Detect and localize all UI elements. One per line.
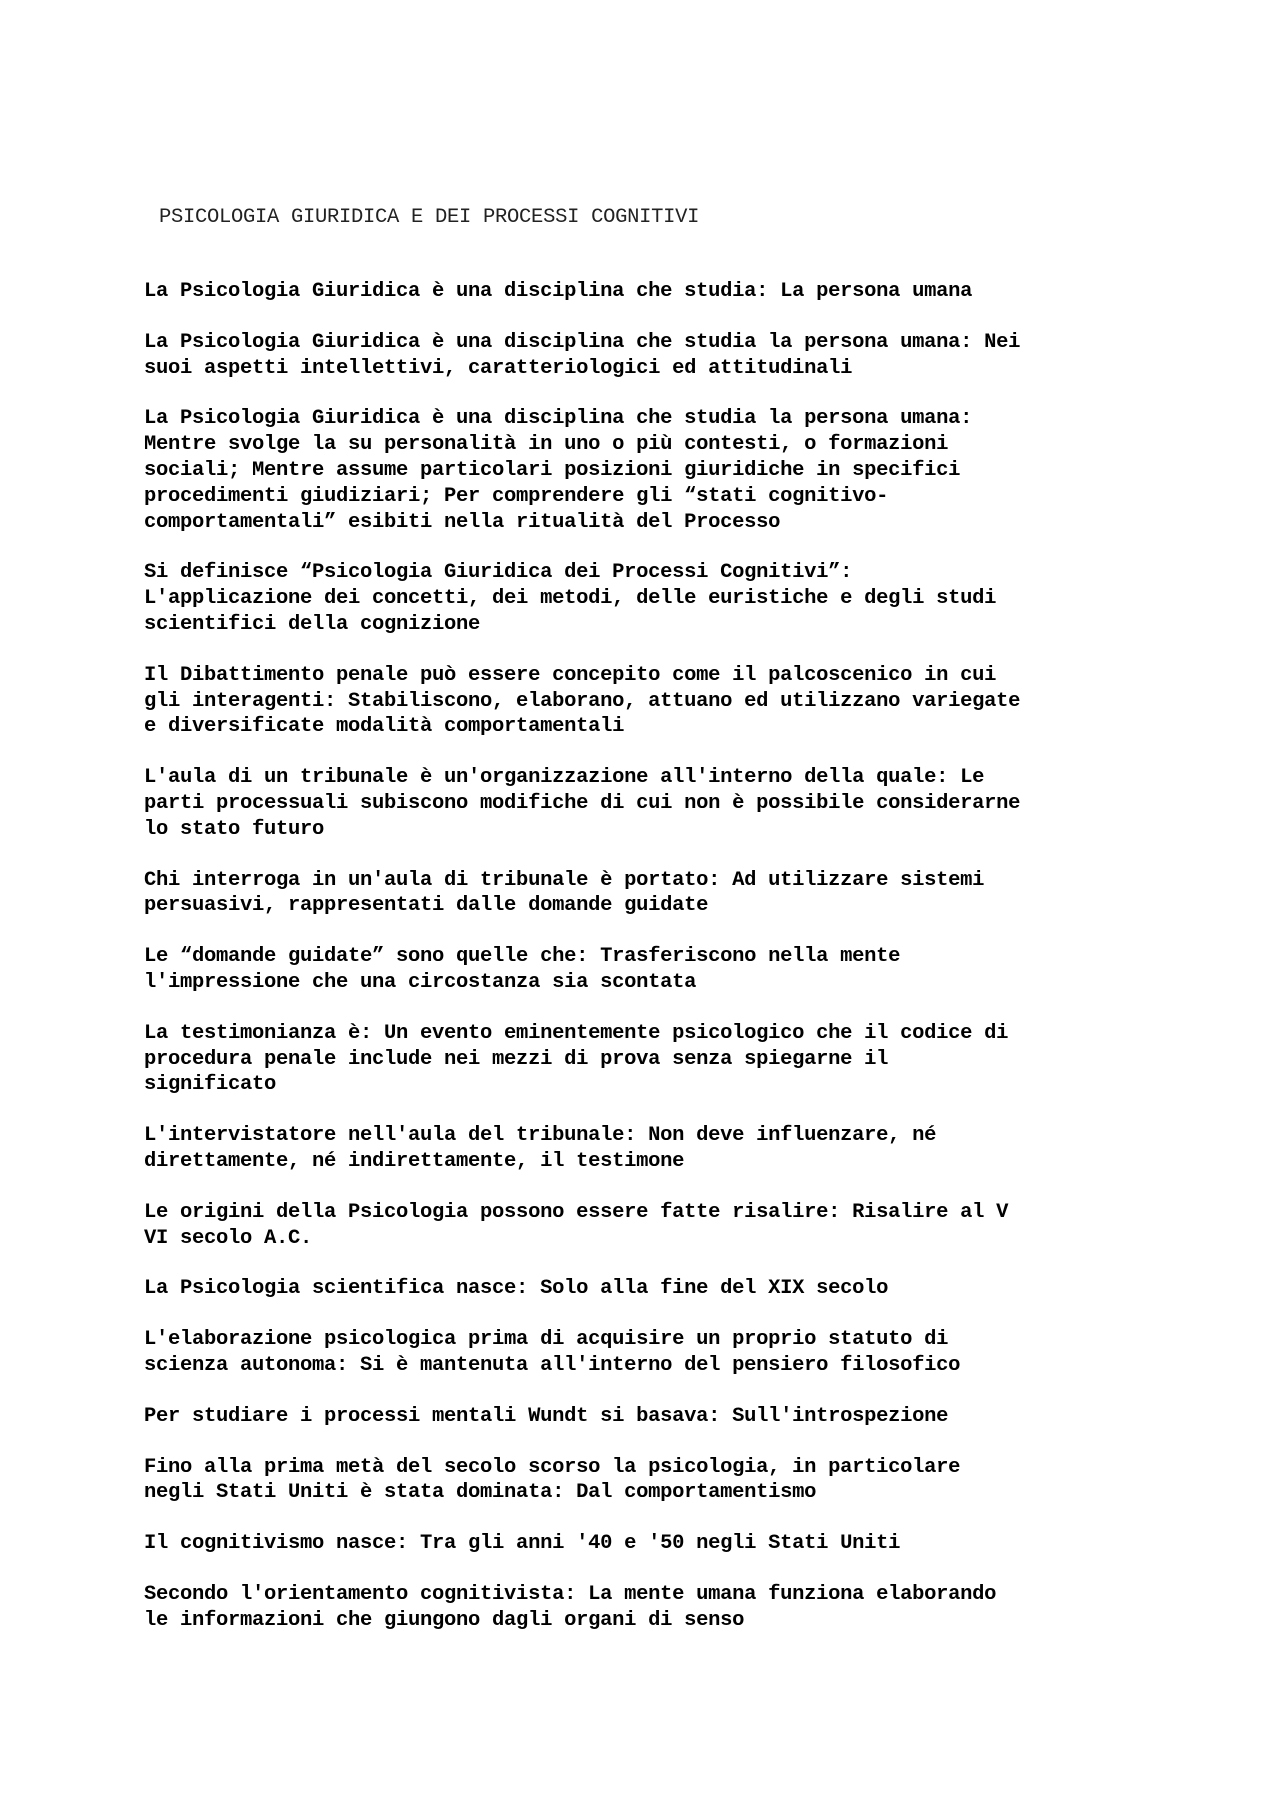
qa-paragraph-line: La Psicologia scientifica nasce: Solo alla fine del XIX secolo — [144, 1277, 889, 1301]
qa-paragraph-line: La testimonianza è: Un evento eminentemente psicologico che il codice di — [144, 1021, 1009, 1045]
qa-paragraph-line: scientifici della cognizione — [144, 612, 481, 636]
qa-paragraph-line: suoi aspetti intellettivi, caratteriologici ed attitudinali — [144, 356, 853, 380]
qa-paragraph — [144, 1200, 1144, 1252]
qa-paragraph-line: Il cognitivismo nasce: Tra gli anni '40 e '50 negli Stati Uniti — [144, 1532, 901, 1556]
qa-paragraph-line: procedimenti giudiziari; Per comprendere gli “stati cognitivo- — [144, 484, 889, 508]
qa-paragraph-line: Mentre svolge la su personalità in uno o più contesti, o formazioni — [144, 433, 949, 457]
qa-paragraph — [144, 1404, 1144, 1430]
qa-paragraph-line: L'aula di un tribunale è un'organizzazione all'interno della quale: Le — [144, 766, 985, 790]
qa-paragraph-line: parti processuali subiscono modifiche di cui non è possibile considerarne — [144, 791, 1021, 815]
qa-list — [144, 279, 1144, 1658]
qa-paragraph-line: La Psicologia Giuridica è una disciplina che studia: La persona umana — [144, 280, 973, 303]
qa-paragraph-line: Secondo l'orientamento cognitivista: La mente umana funziona elaborando — [144, 1582, 997, 1606]
qa-paragraph — [144, 944, 1144, 996]
qa-paragraph-line: e diversificate modalità comportamentali — [144, 715, 625, 739]
qa-paragraph — [144, 1123, 1144, 1175]
qa-paragraph-line: Le origini della Psicologia possono essere fatte risalire: Risalire al V — [144, 1200, 1009, 1224]
qa-paragraph-line: Chi interroga in un'aula di tribunale è portato: Ad utilizzare sistemi — [144, 868, 985, 892]
qa-paragraph — [144, 1582, 1144, 1634]
qa-paragraph-line: Le “domande guidate” sono quelle che: Trasferiscono nella mente — [144, 945, 901, 969]
qa-paragraph-line: significato — [144, 1073, 277, 1097]
qa-paragraph — [144, 1327, 1144, 1379]
qa-paragraph — [144, 1455, 1144, 1507]
qa-paragraph-line: gli interagenti: Stabiliscono, elaborano, attuano ed utilizzano variegate — [144, 689, 1021, 713]
qa-paragraph-line: direttamente, né indirettamente, il testimone — [144, 1149, 685, 1173]
qa-paragraph-line: VI secolo A.C. — [144, 1226, 313, 1250]
qa-paragraph-line: L'applicazione dei concetti, dei metodi, delle euristiche e degli studi — [144, 587, 997, 611]
qa-paragraph-line: scienza autonoma: Si è mantenuta all'interno del pensiero filosofico — [144, 1353, 961, 1377]
qa-paragraph-line: le informazioni che giungono dagli organi di senso — [144, 1608, 745, 1632]
qa-paragraph — [144, 279, 1144, 305]
qa-paragraph-line: L'intervistatore nell'aula del tribunale: Non deve influenzare, né — [144, 1124, 937, 1148]
qa-paragraph — [144, 663, 1144, 740]
qa-paragraph-line: La Psicologia Giuridica è una disciplina che studia la persona umana: — [144, 407, 973, 431]
qa-paragraph-line: l'impressione che una circostanza sia scontata — [144, 970, 697, 994]
qa-paragraph — [144, 765, 1144, 842]
qa-paragraph-line: negli Stati Uniti è stata dominata: Dal comportamentismo — [144, 1481, 817, 1505]
qa-paragraph-line: sociali; Mentre assume particolari posizioni giuridiche in specifici — [144, 458, 961, 482]
qa-paragraph — [144, 1531, 1144, 1557]
qa-paragraph-line: Fino alla prima metà del secolo scorso la psicologia, in particolare — [144, 1455, 961, 1479]
qa-paragraph-line: Si definisce “Psicologia Giuridica dei Processi Cognitivi”: — [144, 561, 853, 585]
qa-paragraph-line: comportamentali” esibiti nella ritualità del Processo — [144, 510, 781, 534]
qa-paragraph-line: procedura penale include nei mezzi di prova senza spiegarne il — [144, 1047, 889, 1071]
qa-paragraph-line: Il Dibattimento penale può essere concepito come il palcoscenico in cui — [144, 663, 997, 687]
qa-paragraph-line: Per studiare i processi mentali Wundt si basava: Sull'introspezione — [144, 1404, 949, 1428]
qa-paragraph — [144, 868, 1144, 920]
qa-paragraph-line: La Psicologia Giuridica è una disciplina che studia la persona umana: Nei — [144, 330, 1021, 354]
qa-paragraph — [144, 560, 1144, 637]
document-title: PSICOLOGIA GIURIDICA E DEI PROCESSI COGNITIVI — [159, 206, 700, 229]
qa-paragraph-line: lo stato futuro — [144, 817, 325, 841]
qa-paragraph — [144, 406, 1144, 535]
qa-paragraph-line: L'elaborazione psicologica prima di acquisire un proprio statuto di — [144, 1328, 949, 1352]
qa-paragraph — [144, 330, 1144, 382]
qa-paragraph — [144, 1276, 1144, 1302]
qa-paragraph — [144, 1021, 1144, 1098]
qa-paragraph-line: persuasivi, rappresentati dalle domande guidate — [144, 894, 709, 918]
